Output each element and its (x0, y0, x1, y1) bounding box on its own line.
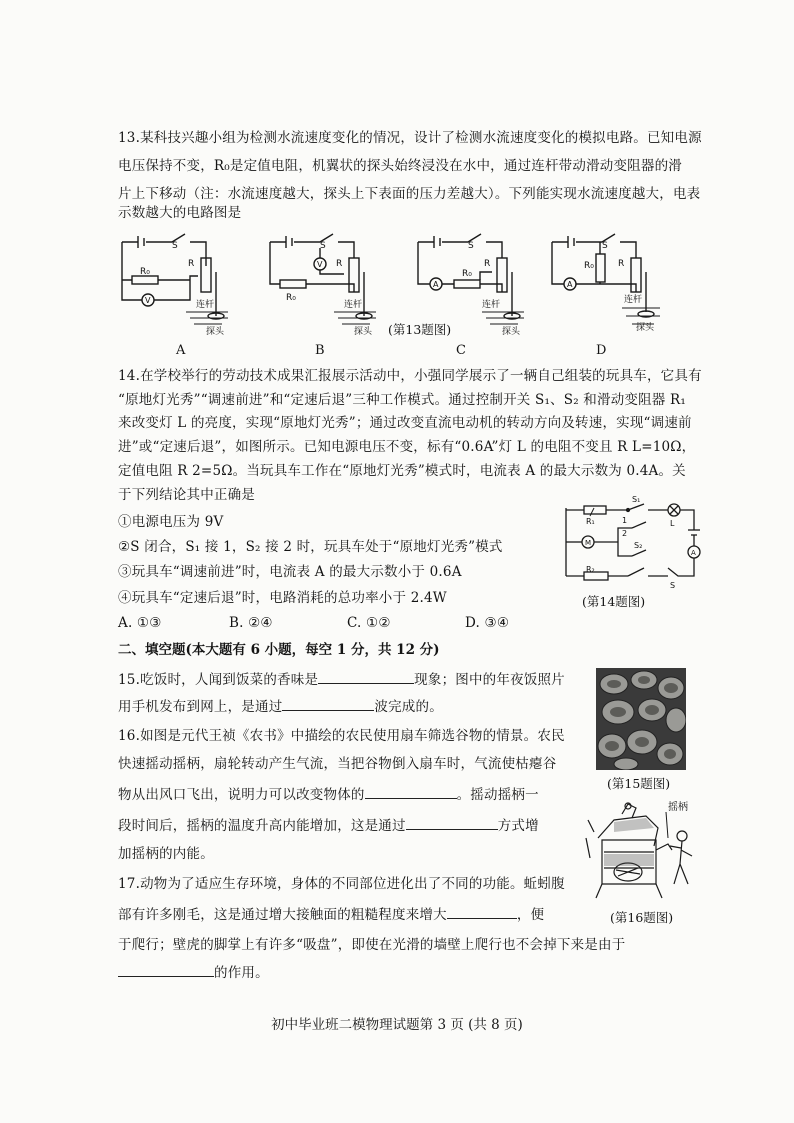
q13-option-c: C (456, 343, 466, 358)
q14-choice-d: D. ③④ (465, 615, 510, 631)
q15-figure-caption: (第15题图) (607, 776, 671, 791)
q15-line-1-end: 现象；图中的年夜饭照片 (414, 672, 565, 688)
q14-contact-2-label: 2 (622, 529, 628, 538)
circuit-d-r0-label: R₀ (584, 261, 594, 271)
page-footer: 初中毕业班二模物理试题第 3 页 (共 8 页) (271, 1017, 523, 1033)
q14-r1-label: R₁ (586, 517, 595, 526)
q17-line-4 (118, 962, 588, 983)
circuit-c-r-label: R (484, 259, 491, 269)
q14-contact-1-label: 1 (622, 516, 628, 525)
circuit-c-rod-label: 连杆 (482, 300, 501, 310)
q14-s2-label: S₂ (634, 541, 643, 550)
q14-choice-b: B. ②④ (229, 615, 273, 631)
q14-s1-label: S₁ (632, 495, 641, 504)
circuit-b-switch-label: S (320, 241, 326, 251)
q15-line-2-end: 波完成的。 (374, 699, 443, 715)
q13-text-line-3: 片上下移动（注：水流速度越大，探头上下表面的压力差越大）。下列能实现水流速度越大，电表 (118, 186, 701, 202)
circuit-b-probe-label: 探头 (354, 327, 373, 337)
q17-line-2 (118, 904, 588, 925)
circuit-a-r0-label: R₀ (140, 267, 150, 277)
q17-blank-1[interactable] (447, 904, 517, 919)
q15-dinner-photo (596, 668, 686, 770)
q16-line-4-start: 段时间后，摇柄的温度升高内能增加，这是通过 (118, 818, 406, 834)
q17-line-4-end: 的作用。 (214, 965, 269, 981)
q15-line-1-start: 15.吃饭时，人闻到饭菜的香味是 (118, 672, 319, 688)
q16-line-3 (118, 784, 588, 805)
q14-statement-4: ④玩具车“定速后退”时，电路消耗的总功率小于 2.4W (118, 590, 447, 606)
section-2-heading: 二、填空题(本大题有 6 小题，每空 1 分，共 12 分) (118, 642, 440, 658)
q13-option-d: D (596, 343, 607, 358)
q17-line-3: 于爬行；壁虎的脚掌上有许多“吸盘”，即使在光滑的墙壁上爬行也不会掉下来是由于 (118, 937, 626, 953)
circuit-a-rod-label: 连杆 (196, 300, 215, 310)
q15-line-1 (118, 669, 588, 690)
circuit-a-probe-label: 探头 (206, 327, 225, 337)
q16-figure-caption: (第16题图) (610, 910, 674, 925)
q14-statement-2: ②S 闭合，S₁ 接 1，S₂ 接 2 时，玩具车处于“原地灯光秀”模式 (118, 539, 503, 555)
circuit-d-switch-label: S (602, 241, 608, 251)
q14-choice-a: A. ①③ (118, 615, 162, 631)
circuit-d-rod-label: 连杆 (624, 295, 643, 305)
circuit-b-voltmeter-label: V (317, 260, 323, 269)
q16-line-5: 加摇柄的内能。 (118, 846, 214, 862)
circuit-a-voltmeter-label: V (145, 296, 151, 305)
q13-option-b: B (315, 343, 325, 358)
circuit-b-rod-label: 连杆 (344, 300, 363, 310)
circuit-d-ammeter-label: A (567, 280, 573, 289)
q16-blank-2[interactable] (406, 815, 498, 830)
circuit-c-r0-label: R₀ (462, 269, 472, 279)
q14-r2-label: R₂ (586, 565, 595, 574)
q13-text-line-2: 电压保持不变，R₀是定值电阻，机翼状的探头始终浸没在水中，通过连杆带动滑动变阻器的滑 (118, 158, 682, 174)
q14-statement-1: ①电源电压为 9V (118, 514, 224, 530)
circuit-a-r-label: R (188, 259, 195, 269)
q17-line-2-start: 部有许多刚毛，这是通过增大接触面的粗糙程度来增大 (118, 907, 447, 923)
q14-ammeter-label: A (691, 549, 696, 557)
q16-line-1: 16.如图是元代王祯《农书》中描绘的农民使用扇车筛选谷物的情景。农民 (118, 728, 565, 744)
q16-line-4 (118, 815, 588, 836)
q16-line-2: 快速摇动摇柄，扇轮转动产生气流，当把谷物倒入扇车时，气流使枯瘪谷 (118, 756, 557, 772)
q14-text-line-2: “原地灯光秀”“调速前进”和“定速后退”三种工作模式。通过控制开关 S₁、S₂ 和滑动变阻器 R₁ (118, 392, 686, 408)
q13-option-a: A (176, 343, 186, 358)
circuit-b-r-label: R (336, 259, 343, 269)
q14-figure-caption: (第14题图) (582, 594, 646, 609)
circuit-b-r0-label: R₀ (286, 293, 296, 303)
q15-line-2 (118, 696, 588, 717)
q15-blank-2[interactable] (282, 696, 374, 711)
q14-text-line-3: 来改变灯 L 的亮度，实现“原地灯光秀”；通过改变直流电动机的转动方向及转速，实现“调速前 (118, 415, 692, 431)
circuit-d-probe-label: 探头 (636, 323, 655, 333)
q17-line-2-end: ，便 (516, 907, 545, 923)
q14-statement-3: ③玩具车“调速前进”时，电流表 A 的最大示数小于 0.6A (118, 564, 462, 580)
q13-text-line-4: 示数越大的电路图是 (118, 205, 242, 221)
q16-blank-1[interactable] (365, 784, 457, 799)
q13-figure-caption: (第13题图) (388, 322, 452, 337)
q14-circuit-diagram (556, 494, 714, 590)
circuit-c-ammeter-label: A (433, 280, 439, 289)
q14-choice-c: C. ①② (347, 615, 391, 631)
q15-line-2-start: 用手机发布到网上，是通过 (118, 699, 283, 715)
q14-motor-label: M (585, 539, 592, 547)
q14-s-label: S (670, 581, 676, 590)
circuit-d-r-label: R (618, 259, 625, 269)
q15-blank-1[interactable] (318, 669, 414, 684)
q16-line-3-end: 。摇动摇柄一 (456, 787, 539, 803)
q17-blank-2[interactable] (118, 962, 214, 977)
q16-handle-label: 摇柄 (668, 802, 688, 813)
q14-text-line-4: 进”或“定速后退”，如图所示。已知电源电压不变，标有“0.6A”灯 L 的电阻不变且 R L=10Ω， (118, 439, 696, 455)
circuit-c-probe-label: 探头 (502, 327, 521, 337)
q14-lamp-label: L (670, 519, 675, 528)
q14-text-line-1: 14.在学校举行的劳动技术成果汇报展示活动中，小强同学展示了一辆自己组装的玩具车，它具有 (118, 368, 702, 384)
q16-winnowing-illustration (584, 798, 702, 902)
circuit-a-switch-label: S (172, 241, 178, 251)
q16-line-4-end: 方式增 (497, 818, 539, 834)
q14-text-line-5: 定值电阻 R 2=5Ω。当玩具车工作在“原地灯光秀”模式时，电流表 A 的最大示数为 0.4A。关 (118, 463, 686, 479)
q16-line-3-start: 物从出风口飞出，说明力可以改变物体的 (118, 787, 365, 803)
q14-text-line-6: 于下列结论其中正确是 (118, 487, 255, 503)
circuit-c-switch-label: S (468, 241, 474, 251)
q17-line-1: 17.动物为了适应生存环境，身体的不同部位进化出了不同的功能。蚯蚓腹 (118, 876, 565, 892)
q13-text-line-1: 13.某科技兴趣小组为检测水流速度变化的情况，设计了检测水流速度变化的模拟电路。已知电源 (118, 130, 702, 146)
